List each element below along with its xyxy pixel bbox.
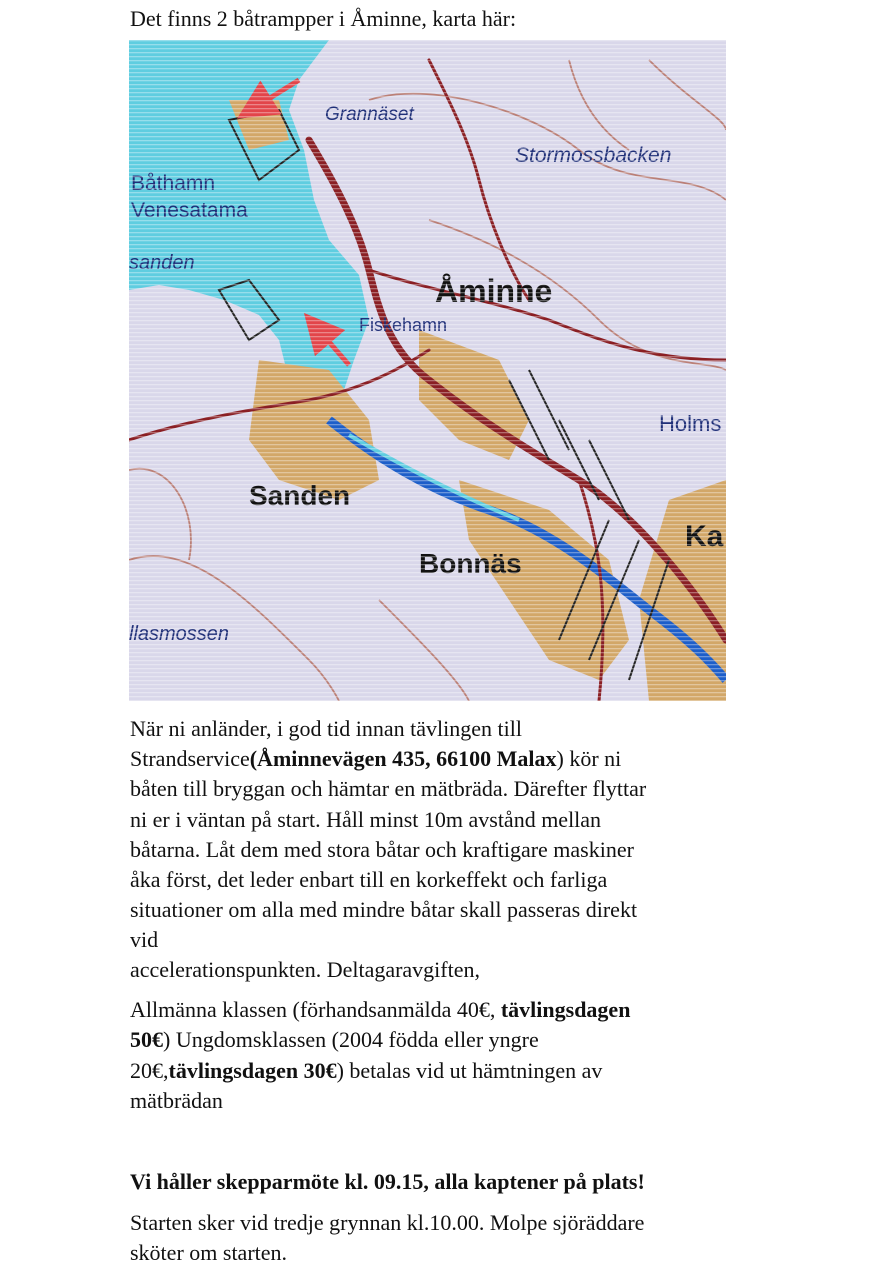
paragraph-2-line-3 [130,1056,602,1086]
fee-general-text: Allmänna klassen (förhandsanmälda 40€, [130,997,501,1022]
fee-payment-text: ) betalas vid ut hämtningen av [336,1058,603,1083]
paragraph-2-line-1 [130,995,630,1025]
start-line-1: Starten sker vid tredje grynnan kl.10.00. Molpe sjöräddare [130,1210,645,1235]
intro-text: Det finns 2 båtrampper i Åminne, karta här: [130,6,517,31]
paragraph-1-line-7: situationer om alla med mindre båtar skall passeras direkt [130,897,638,922]
paragraph-1-line-1: När ni anländer, i god tid innan tävlingen till [130,716,522,741]
paragraph-1-line-2 [130,744,621,774]
fee-youth-day: tävlingsdagen 30€ [168,1058,337,1083]
paragraph-1-line-4: ni er i väntan på start. Håll minst 10m avstånd mellan [130,807,602,832]
fee-youth-price: 20€, [130,1058,169,1083]
meeting-notice: Vi håller skepparmöte kl. 09.15, alla kaptener på plats! [130,1169,645,1194]
start-line-2: sköter om starten. [130,1240,288,1265]
paragraph-2-line-4: mätbrädan [130,1088,223,1113]
map-image [129,40,726,701]
fee-day-label: tävlingsdagen [500,997,631,1022]
address-text: (Åminnevägen 435, 66100 Malax [249,746,557,771]
paragraph-1-line-8: vid [130,927,159,952]
paragraph-1-line-6: åka först, det leder enbart till en korkeffekt och farliga [130,867,608,892]
paragraph-1-line-3: båten till bryggan och hämtar en mätbräda. Därefter flyttar [130,776,647,801]
paragraph-2-line-2 [130,1025,539,1055]
fee-day-price: 50€ [130,1027,163,1052]
text-strandservice: Strandservice [130,746,250,771]
fee-youth-text: ) Ungdomsklassen (2004 födda eller yngre [163,1027,539,1052]
paragraph-1-line-5: båtarna. Låt dem med stora båtar och kraftigare maskiner [130,837,634,862]
paragraph-1-line-9: accelerationspunkten. Deltagaravgiften, [130,957,481,982]
text-kor-ni: ) kör ni [556,746,622,771]
